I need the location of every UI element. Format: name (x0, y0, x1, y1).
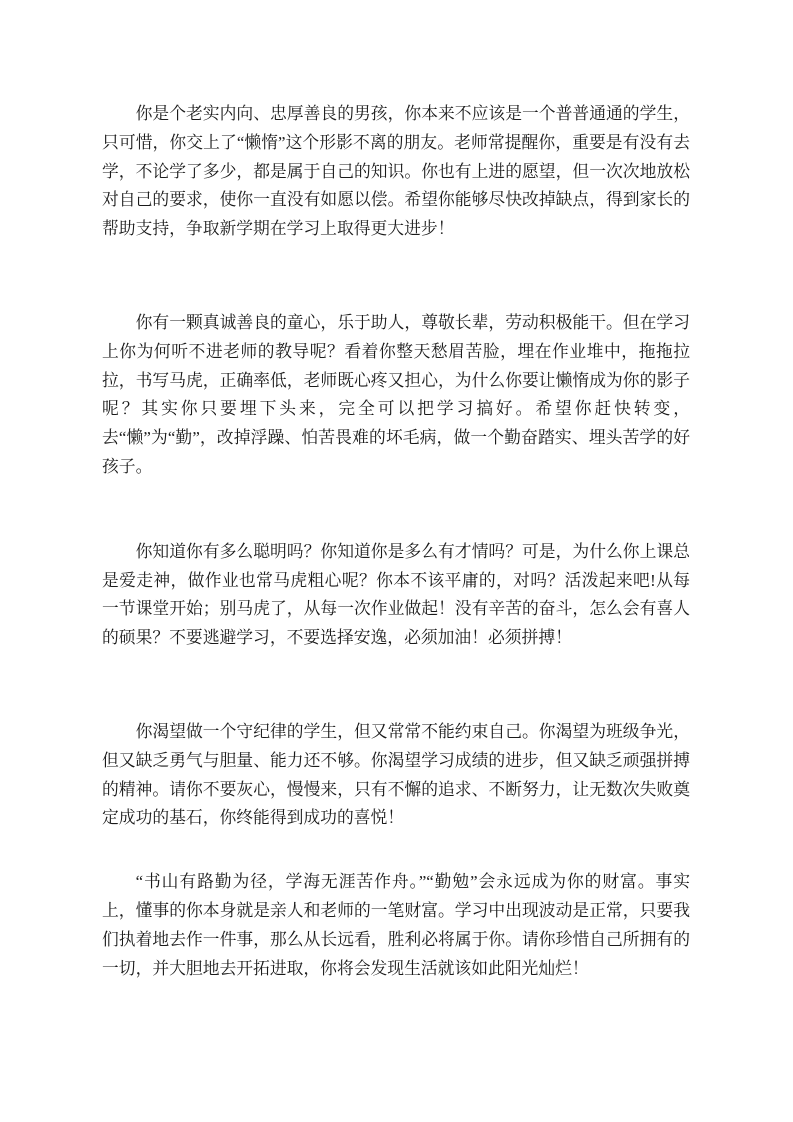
comment-paragraph: 你有一颗真诚善良的童心，乐于助人，尊敬长辈，劳动积极能干。但在学习上你为何听不进老师的教导呢？看着你整天愁眉苦脸，埋在作业堆中，拖拖拉拉，书写马虎，正确率低，老师既心疼又担心，为什么你要让懒惰成为你的影子呢？其实你只要埋下头来，完全可以把学习搞好。希望你赶快转变，去“懒”为“勤”，改掉浮躁、怕苦畏难的坏毛病，做一个勤奋踏实、埋头苦学的好孩子。 (102, 312, 690, 476)
comment-paragraph: 你知道你有多么聪明吗？你知道你是多么有才情吗？可是，为什么你上课总是爱走神，做作业也常马虎粗心呢？你本不该平庸的，对吗？活泼起来吧!从每一节课堂开始；别马虎了，从每一次作业做起！没有辛苦的奋斗，怎么会有喜人的硕果？不要逃避学习，不要选择安逸，必须加油！必须拼搏！ (102, 541, 690, 648)
comment-paragraph: “书山有路勤为径，学海无涯苦作舟。”“勤勉”会永远成为你的财富。事实上，懂事的你本身就是亲人和老师的一笔财富。学习中出现波动是正常，只要我们执着地去作一件事，那么从长远看，胜利必将属于你。请你珍惜自己所拥有的一切，并大胆地去开拓进取，你将会发现生活就该如此阳光灿烂！ (102, 872, 690, 978)
comment-paragraph: 你是个老实内向、忠厚善良的男孩，你本来不应该是一个普普通通的学生，只可惜，你交上了“懒惰”这个形影不离的朋友。老师常提醒你，重要是有没有去学，不论学了多少，都是属于自己的知识。你也有上进的愿望，但一次次地放松对自己的要求，使你一直没有如愿以偿。希望你能够尽快改掉缺点，得到家长的帮助支持，争取新学期在学习上取得更大进步！ (102, 104, 690, 239)
comment-paragraph: 你渴望做一个守纪律的学生，但又常常不能约束自己。你渴望为班级争光，但又缺乏勇气与胆量、能力还不够。你渴望学习成绩的进步，但又缺乏顽强拼搏的精神。请你不要灰心，慢慢来，只有不懈的追求、不断努力，让无数次失败奠定成功的基石，你终能得到成功的喜悦！ (102, 721, 690, 828)
